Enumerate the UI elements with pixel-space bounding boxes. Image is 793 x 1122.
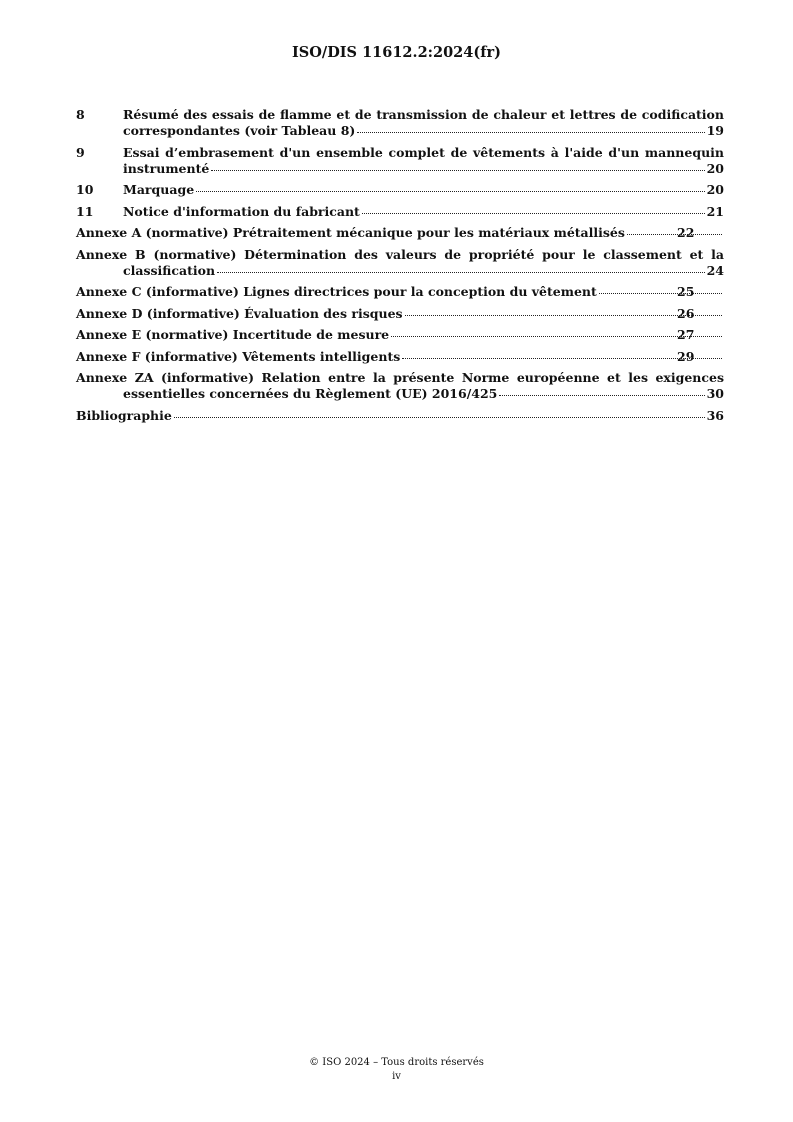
toc-entry-annex-za[interactable] — [76, 370, 724, 402]
dot-leader — [196, 191, 704, 192]
toc-title-line: Annexe ZA (informative) Relation entre la présente Norme européenne et les exigences — [76, 370, 724, 385]
toc-title: correspondantes (voir Tableau 8) — [123, 123, 356, 138]
table-of-contents — [76, 107, 724, 429]
dot-leader — [599, 293, 722, 294]
toc-page-number: 20 — [706, 182, 724, 197]
toc-entry-annex-b[interactable] — [76, 247, 724, 279]
toc-number: 10 — [76, 182, 94, 197]
dot-leader — [405, 315, 722, 316]
toc-title: Annexe C (informative) Lignes directrices pour la conception du vêtement — [76, 284, 597, 299]
toc-entry-annex-a[interactable]: Annexe A (normative) Prétraitement mécanique pour les matériaux métallisés 22 — [76, 225, 724, 241]
toc-title: Annexe E (normative) Incertitude de mesure — [76, 327, 390, 342]
toc-title: instrumenté — [123, 160, 210, 176]
toc-title: classification — [123, 262, 216, 278]
toc-entry-annex-c[interactable]: Annexe C (informative) Lignes directrices pour la conception du vêtement 25 — [76, 284, 724, 300]
toc-entry-annex-d[interactable]: Annexe D (informative) Évaluation des risques 26 — [76, 306, 724, 322]
toc-number: 8 — [76, 107, 85, 122]
dot-leader — [362, 213, 705, 214]
page-number: iv — [392, 1071, 401, 1082]
toc-title: Annexe F (informative) Vêtements intelligents — [76, 348, 401, 364]
toc-number: 11 — [76, 203, 94, 219]
document-header: ISO/DIS 11612.2:2024(fr) — [292, 44, 501, 61]
toc-entry-annex-f[interactable]: Annexe F (informative) Vêtements intelligents 29 — [76, 349, 724, 365]
page-footer — [0, 1056, 793, 1084]
toc-page-number: 21 — [706, 203, 724, 219]
dot-leader — [499, 395, 704, 396]
toc-entry-annex-e[interactable]: Annexe E (normative) Incertitude de mesure 27 — [76, 327, 724, 343]
dot-leader — [217, 272, 705, 273]
toc-entry-10[interactable] — [76, 182, 724, 198]
toc-title: Marquage — [123, 182, 195, 197]
toc-entry-bibliographie[interactable] — [76, 408, 724, 424]
dot-leader — [391, 336, 722, 337]
toc-title: Annexe A (normative) Prétraitement mécanique pour les matériaux métallisés — [76, 225, 625, 240]
toc-number: 9 — [76, 144, 85, 160]
toc-page-number: 24 — [706, 262, 724, 278]
toc-title: essentielles concernées du Règlement (UE) 2016/425 — [123, 386, 498, 401]
toc-title: Annexe D (informative) Évaluation des risques — [76, 305, 403, 321]
toc-title: Bibliographie — [76, 407, 172, 423]
toc-page-number: 36 — [706, 407, 724, 423]
toc-title-line: Résumé des essais de flamme et de transmission de chaleur et lettres de codification — [123, 107, 724, 122]
dot-leader — [174, 417, 705, 418]
dot-leader — [627, 234, 722, 235]
toc-page-number: 19 — [706, 123, 724, 138]
toc-entry-8[interactable] — [76, 107, 724, 139]
toc-title: Notice d'information du fabricant — [123, 203, 360, 219]
dot-leader — [357, 132, 704, 133]
toc-entry-11[interactable] — [76, 204, 724, 220]
toc-title-line: Essai d’embrasement d'un ensemble complet de vêtements à l'aide d'un mannequin — [123, 144, 724, 160]
copyright-notice: © ISO 2024 – Tous droits réservés — [309, 1057, 484, 1068]
toc-entry-9[interactable] — [76, 145, 724, 177]
toc-title-line: Annexe B (normative) Détermination des valeurs de propriété pour le classement et la — [76, 246, 724, 262]
toc-page-number: 30 — [706, 386, 724, 401]
dot-leader — [402, 358, 722, 359]
toc-page-number: 20 — [706, 160, 724, 176]
dot-leader — [211, 170, 704, 171]
